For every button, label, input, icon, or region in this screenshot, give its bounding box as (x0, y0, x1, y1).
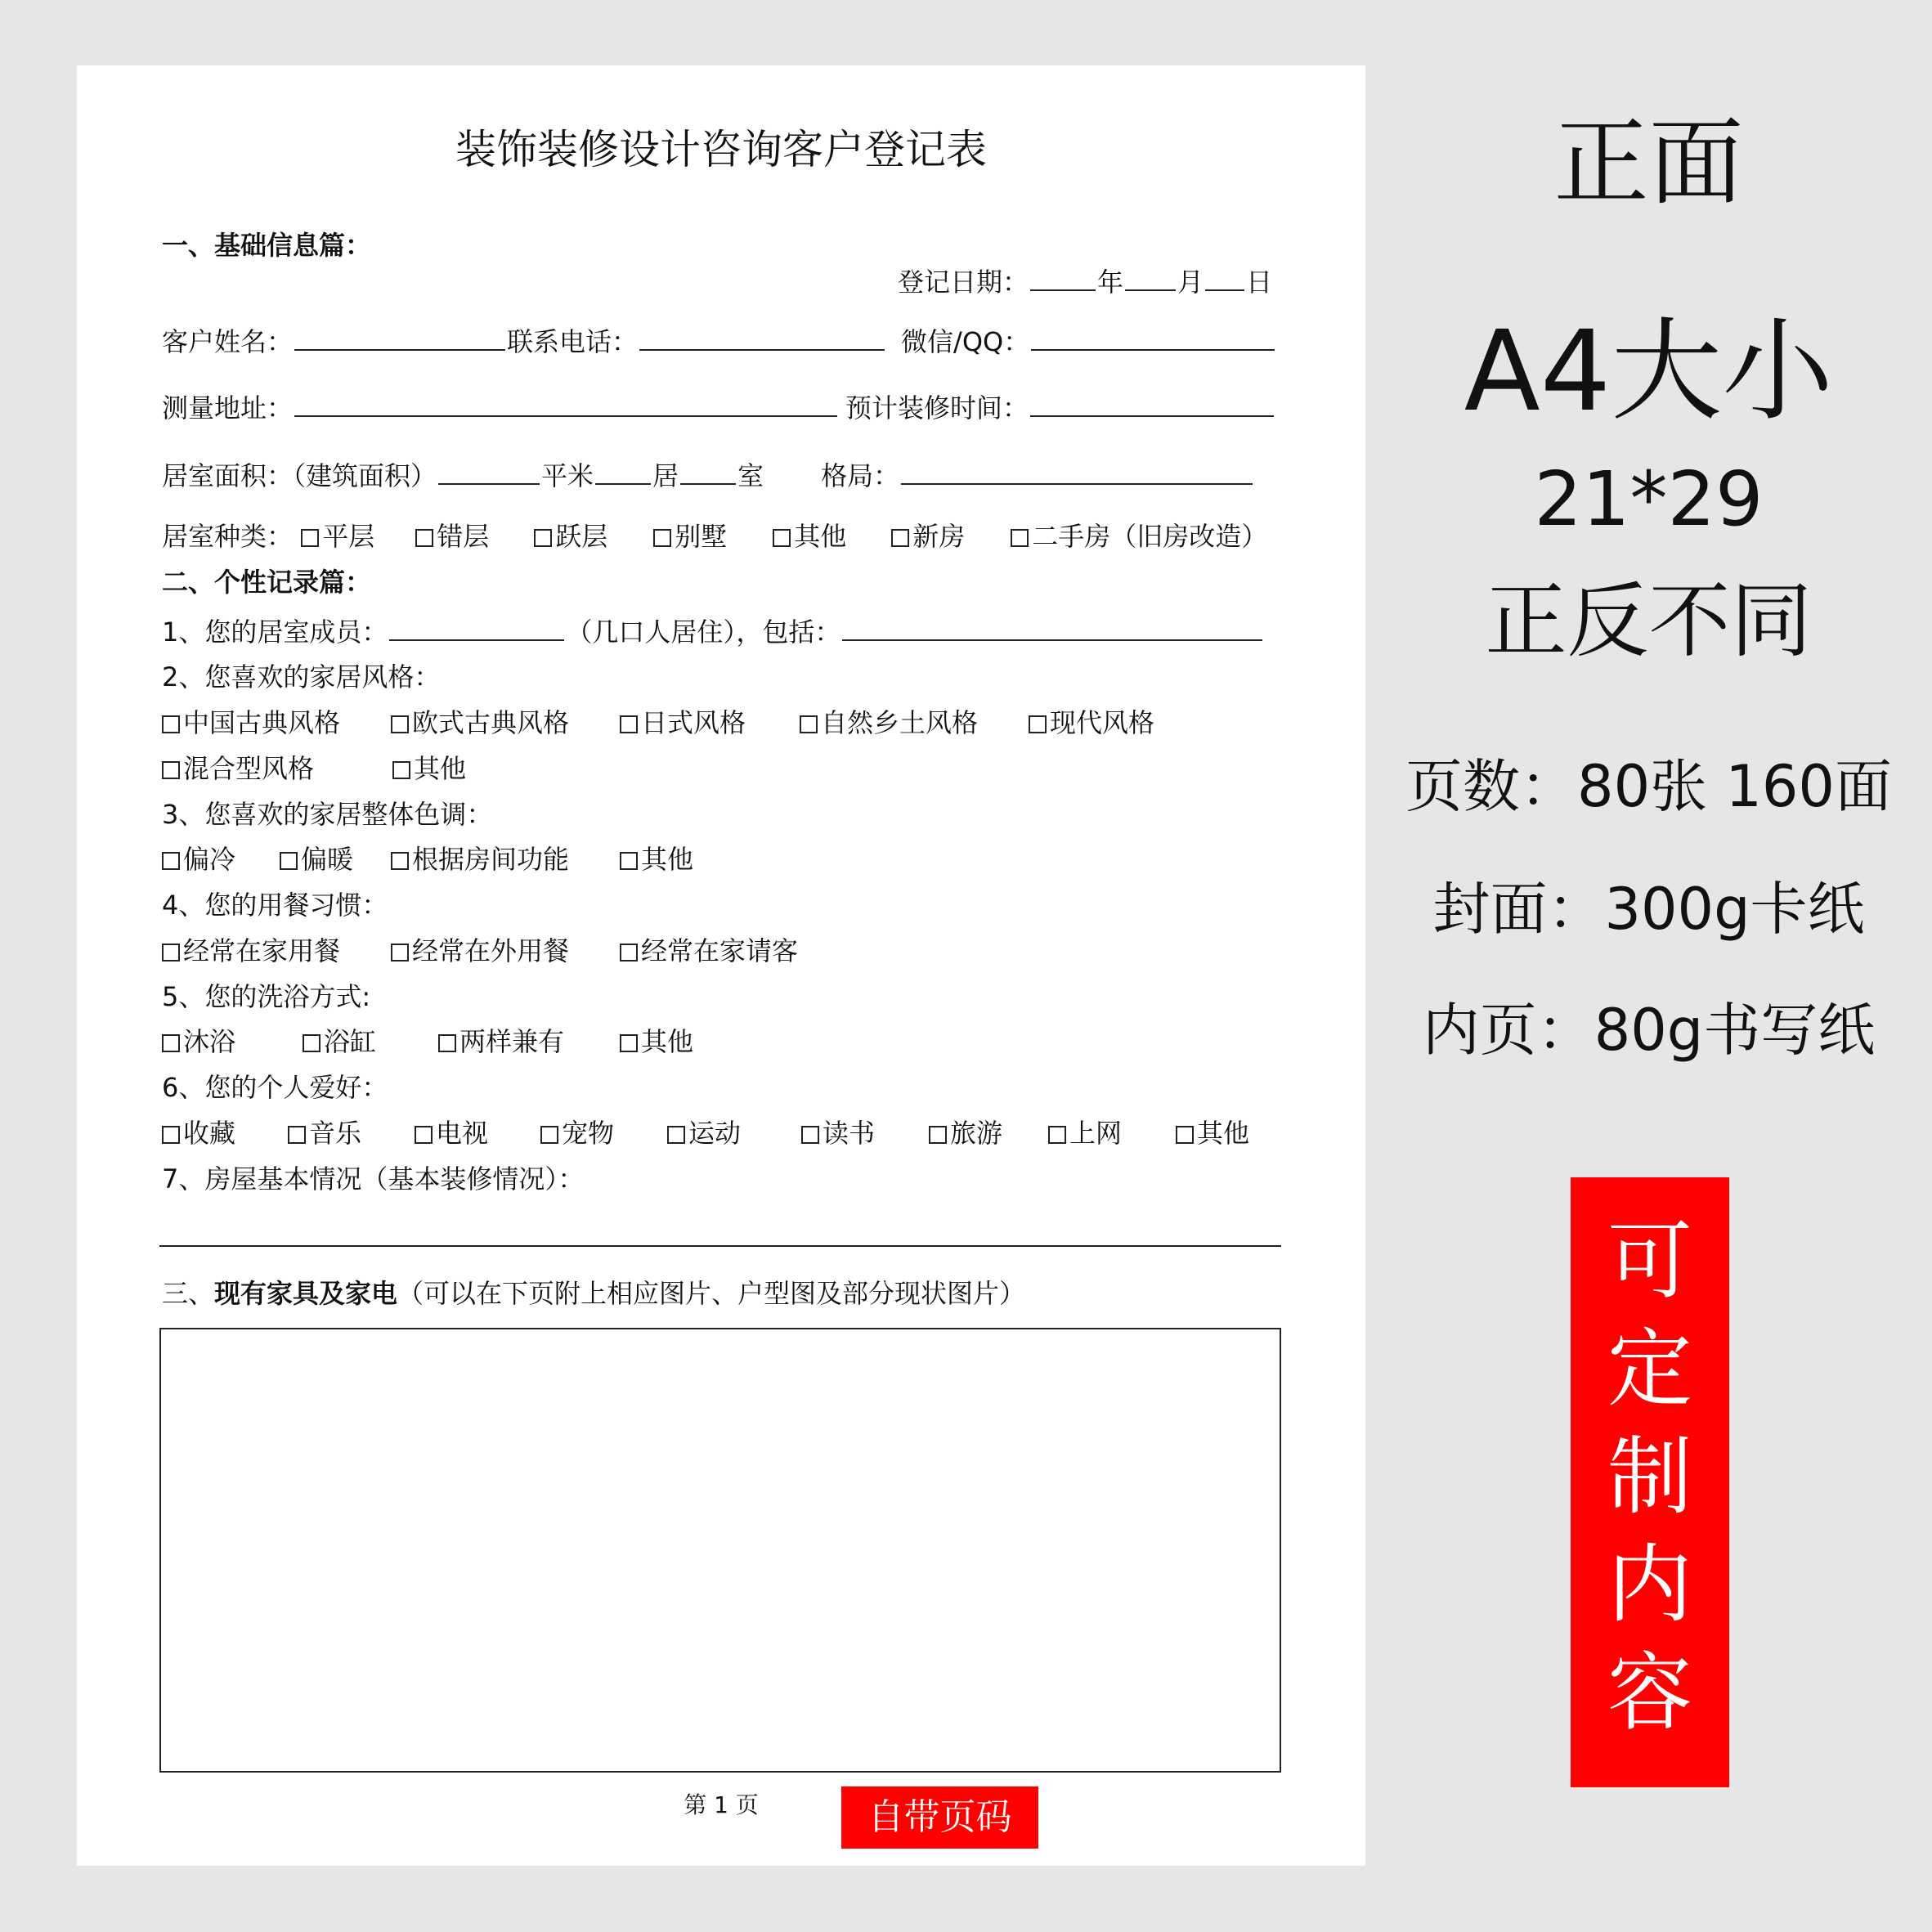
reg-date-label: 登记日期： (898, 267, 1029, 298)
dining-option[interactable]: 经常在外用餐 (391, 935, 620, 967)
address-label: 测量地址： (162, 392, 294, 424)
q1-label: 1、您的居室成员： (162, 616, 388, 648)
tone-option[interactable]: 偏暖 (280, 843, 391, 876)
checkbox[interactable] (540, 1126, 558, 1144)
cover-paper-label: 封面：300g卡纸 (1432, 876, 1865, 943)
room-type-option[interactable]: 错层 (415, 520, 534, 553)
bathing-option[interactable]: 两样兼有 (438, 1025, 620, 1058)
day-label: 日 (1246, 267, 1273, 298)
reno-time-field[interactable] (1030, 391, 1274, 417)
checkbox[interactable] (391, 852, 409, 870)
page-number: 第 1 页 (684, 1791, 759, 1818)
layout-field[interactable] (901, 459, 1253, 485)
hobby-option[interactable]: 其他 (1176, 1117, 1249, 1150)
checkbox[interactable] (415, 1126, 433, 1144)
tone-option[interactable]: 偏冷 (162, 843, 280, 876)
checkbox[interactable] (162, 852, 180, 870)
reno-time-label: 预计装修时间： (845, 392, 1029, 424)
hobby-option[interactable]: 读书 (801, 1117, 929, 1150)
checkbox[interactable] (1048, 1126, 1066, 1144)
checkbox[interactable] (1011, 529, 1029, 547)
q3-label: 3、您喜欢的家居整体色调： (162, 799, 493, 830)
checkbox[interactable] (800, 715, 818, 733)
registration-date-row (898, 265, 1272, 298)
layout-label: 格局： (821, 460, 900, 491)
style-option[interactable]: 自然乡土风格 (800, 706, 1029, 739)
shi-field[interactable] (680, 459, 736, 485)
style-option[interactable]: 其他 (392, 752, 466, 785)
checkbox[interactable] (301, 529, 319, 547)
phone-field[interactable] (639, 325, 885, 351)
members-detail-field[interactable] (842, 615, 1262, 641)
checkbox[interactable] (162, 1034, 180, 1052)
house-condition-line[interactable] (159, 1245, 1281, 1247)
q7-label: 7、房屋基本情况（基本装修情况）： (162, 1163, 585, 1195)
page-number-badge: 自带页码 (841, 1786, 1038, 1849)
q6-label: 6、您的个人爱好： (162, 1072, 388, 1103)
section-furniture (162, 1277, 1025, 1310)
shi-label: 室 (737, 460, 764, 491)
checkbox[interactable] (162, 944, 180, 962)
checkbox[interactable] (288, 1126, 306, 1144)
duplex-label: 正反不同 (1485, 573, 1813, 669)
bathing-option[interactable]: 其他 (620, 1025, 693, 1058)
bathing-options-row (162, 1025, 693, 1058)
room-type-option[interactable]: 二手房（旧房改造） (1011, 520, 1267, 553)
q1-mid-label: （几口人居住），包括： (566, 616, 841, 648)
checkbox[interactable] (391, 715, 409, 733)
checkbox[interactable] (891, 529, 909, 547)
form-sheet (77, 65, 1365, 1866)
size-label: A4大小 (1464, 307, 1834, 437)
tone-option[interactable]: 其他 (620, 843, 693, 876)
year-label: 年 (1097, 267, 1124, 298)
room-type-option[interactable]: 新房 (891, 520, 1011, 553)
q5-label: 5、您的洗浴方式: (162, 981, 371, 1012)
bathing-option[interactable]: 浴缸 (303, 1025, 438, 1058)
checkbox[interactable] (653, 529, 671, 547)
style-option[interactable]: 混合型风格 (162, 752, 392, 785)
tone-option[interactable]: 根据房间功能 (391, 843, 620, 876)
checkbox[interactable] (929, 1126, 947, 1144)
month-label: 月 (1177, 267, 1204, 298)
checkbox[interactable] (415, 529, 433, 547)
sqm-label: 平米 (541, 460, 594, 491)
dining-option[interactable]: 经常在家用餐 (162, 935, 391, 967)
checkbox[interactable] (1176, 1126, 1194, 1144)
customizable-badge: 可 定 制 内 容 (1571, 1177, 1729, 1787)
checkbox[interactable] (620, 715, 638, 733)
style-options-row2 (162, 752, 466, 785)
checkbox[interactable] (667, 1126, 685, 1144)
form-title: 装饰装修设计咨询客户登记表 (455, 126, 987, 173)
ju-label: 居 (652, 460, 679, 491)
checkbox[interactable] (773, 529, 791, 547)
address-row (162, 391, 1275, 424)
room-type-option[interactable]: 跃层 (534, 520, 653, 553)
year-blank[interactable] (1030, 265, 1096, 291)
checkbox[interactable] (162, 761, 180, 779)
day-blank[interactable] (1205, 265, 1244, 291)
dining-options-row (162, 935, 798, 967)
hobby-option[interactable]: 宠物 (540, 1117, 667, 1150)
bathing-option[interactable]: 沐浴 (162, 1025, 303, 1058)
section3-title: 现有家具及家电 (214, 1278, 398, 1309)
checkbox[interactable] (620, 852, 638, 870)
wechat-label: 微信/QQ： (901, 326, 1030, 357)
section3-number: 三、 (162, 1278, 215, 1309)
q2-label: 2、您喜欢的家居风格： (162, 661, 441, 693)
checkbox[interactable] (1029, 715, 1047, 733)
checkbox[interactable] (391, 944, 409, 962)
hobby-option[interactable]: 运动 (667, 1117, 801, 1150)
room-type-option[interactable]: 平层 (301, 520, 415, 553)
style-option[interactable]: 欧式古典风格 (391, 706, 620, 739)
style-option[interactable]: 日式风格 (620, 706, 800, 739)
checkbox[interactable] (801, 1126, 819, 1144)
section3-note: （可以在下页附上相应图片、户型图及部分现状图片） (397, 1278, 1026, 1309)
checkbox[interactable] (620, 1034, 638, 1052)
furniture-notes-box[interactable] (159, 1328, 1281, 1773)
hobby-option[interactable]: 旅游 (929, 1117, 1048, 1150)
page-count-label: 页数：80张 160面 (1405, 753, 1892, 820)
checkbox[interactable] (534, 529, 552, 547)
name-label: 客户姓名： (162, 326, 294, 357)
checkbox[interactable] (620, 944, 638, 962)
month-blank[interactable] (1125, 265, 1176, 291)
checkbox[interactable] (303, 1034, 321, 1052)
name-field[interactable] (294, 325, 505, 351)
checkbox[interactable] (162, 1126, 180, 1144)
section-personal: 二、个性记录篇： (162, 567, 372, 598)
area-row (162, 459, 1254, 492)
hobby-option[interactable]: 电视 (415, 1117, 540, 1150)
checkbox[interactable] (438, 1034, 456, 1052)
area-field[interactable] (438, 459, 540, 485)
members-count-field[interactable] (389, 615, 564, 641)
hobby-option[interactable]: 上网 (1048, 1117, 1176, 1150)
front-side-label: 正面 (1553, 108, 1744, 218)
contact-row (162, 325, 1276, 358)
q4-label: 4、您的用餐习惯： (162, 890, 388, 921)
ju-field[interactable] (595, 459, 651, 485)
dining-option[interactable]: 经常在家请客 (620, 935, 798, 967)
room-type-label: 居室种类： (162, 521, 294, 552)
style-options-row1 (162, 706, 1154, 739)
tone-options-row (162, 843, 693, 876)
wechat-field[interactable] (1031, 325, 1275, 351)
inner-paper-label: 内页：80g书写纸 (1422, 997, 1876, 1064)
area-label: 居室面积：（建筑面积） (162, 460, 437, 491)
checkbox[interactable] (392, 761, 410, 779)
hobby-option[interactable]: 收藏 (162, 1117, 288, 1150)
hobby-options-row (162, 1117, 1249, 1150)
style-option[interactable]: 中国古典风格 (162, 706, 391, 739)
checkbox[interactable] (162, 715, 180, 733)
phone-label: 联系电话： (507, 326, 639, 357)
room-type-option[interactable]: 其他 (773, 520, 891, 553)
checkbox[interactable] (280, 852, 298, 870)
q1-row (162, 615, 1264, 648)
dimensions-label: 21*29 (1534, 455, 1764, 543)
section-basic-info: 一、基础信息篇： (162, 230, 372, 261)
style-option[interactable]: 现代风格 (1029, 706, 1154, 739)
room-type-option[interactable]: 别墅 (653, 520, 773, 553)
room-type-row (162, 520, 1267, 553)
hobby-option[interactable]: 音乐 (288, 1117, 415, 1150)
address-field[interactable] (294, 391, 837, 417)
